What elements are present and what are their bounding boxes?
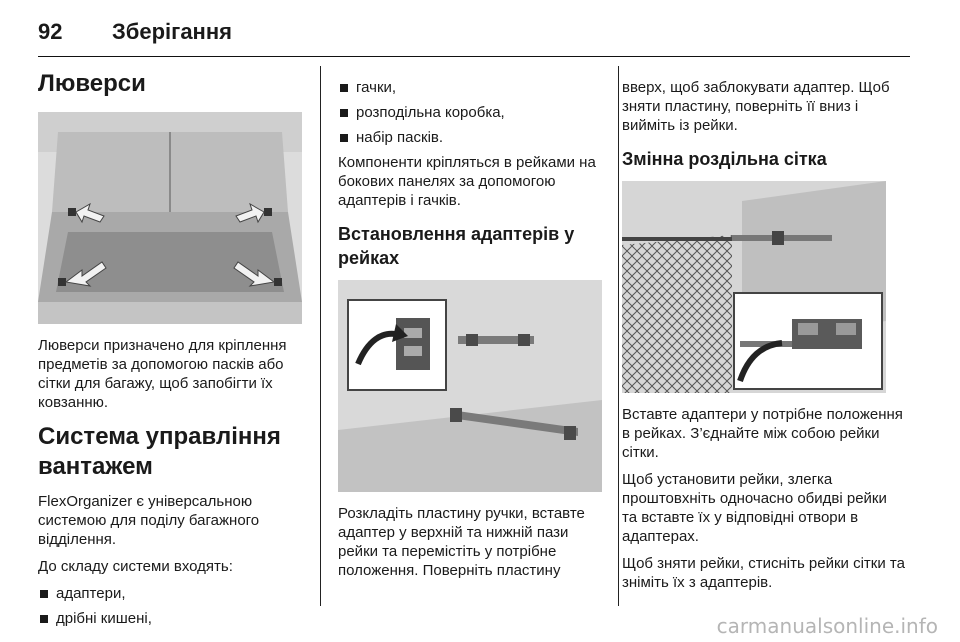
system-includes: До складу системи входять: — [38, 558, 233, 575]
list-item: розподільна коробка, — [338, 103, 602, 122]
lugs-illustration — [38, 112, 302, 324]
adapter-install-illustration — [338, 280, 602, 492]
install-continued: вверх, щоб заблокувати адаптер. Щоб зняти пластину, поверніть її вниз і вийміть із рейки. — [622, 79, 890, 134]
column-divider-2 — [618, 66, 619, 606]
partition-net-illustration — [622, 181, 886, 393]
components-description: Компоненти кріпляться в рейками на бокових панелях за допомогою адаптерів і гачків. — [338, 154, 596, 209]
list-item: адаптери, — [38, 584, 302, 603]
site-watermark: carmanualsonline.info — [716, 614, 938, 638]
heading-lugs: Люверси — [38, 70, 146, 97]
column-1 — [38, 64, 302, 634]
list-item: набір пасків. — [338, 128, 602, 147]
system-description: FlexOrganizer є універсальною системою для поділу багажного відділення. — [38, 493, 260, 548]
column-3 — [622, 78, 906, 600]
lugs-description: Люверси призначено для кріплення предметів за допомогою пасків або сітки для багажу, щоб запобігти їх ковзанню. — [38, 337, 287, 411]
column-divider-1 — [320, 66, 321, 606]
page-header — [38, 14, 910, 50]
components-list-2 — [338, 78, 602, 147]
net-instruction-3: Щоб зняти рейки, стисніть рейки сітки та зніміть їх з адаптерів. — [622, 555, 905, 591]
net-instruction-1: Вставте адаптери у потрібне положення в рейках. З’єднайте між собою рейки сітки. — [622, 406, 903, 461]
list-item: гачки, — [338, 78, 602, 97]
heading-cargo-system: Система управління вантажем — [38, 423, 281, 480]
page-number: 92 — [38, 19, 63, 44]
install-description: Розкладіть пластину ручки, вставте адаптер у верхній та нижній пази рейки та перемістіть у потрібне положення. Поверніть пластину — [338, 505, 585, 579]
column-2 — [338, 78, 602, 588]
section-title: Зберігання — [112, 19, 232, 44]
components-list-1 — [38, 584, 302, 628]
heading-partition-net: Змінна роздільна сітка — [622, 149, 827, 169]
net-instruction-2: Щоб установити рейки, злегка проштовхніть одночасно обидві рейки та вставте їх у відповідні отвори в адаптерах. — [622, 471, 887, 545]
header-rule — [38, 56, 910, 57]
list-item: дрібні кишені, — [38, 609, 302, 628]
heading-install-adapters: Встановлення адаптерів у рейках — [338, 224, 575, 268]
